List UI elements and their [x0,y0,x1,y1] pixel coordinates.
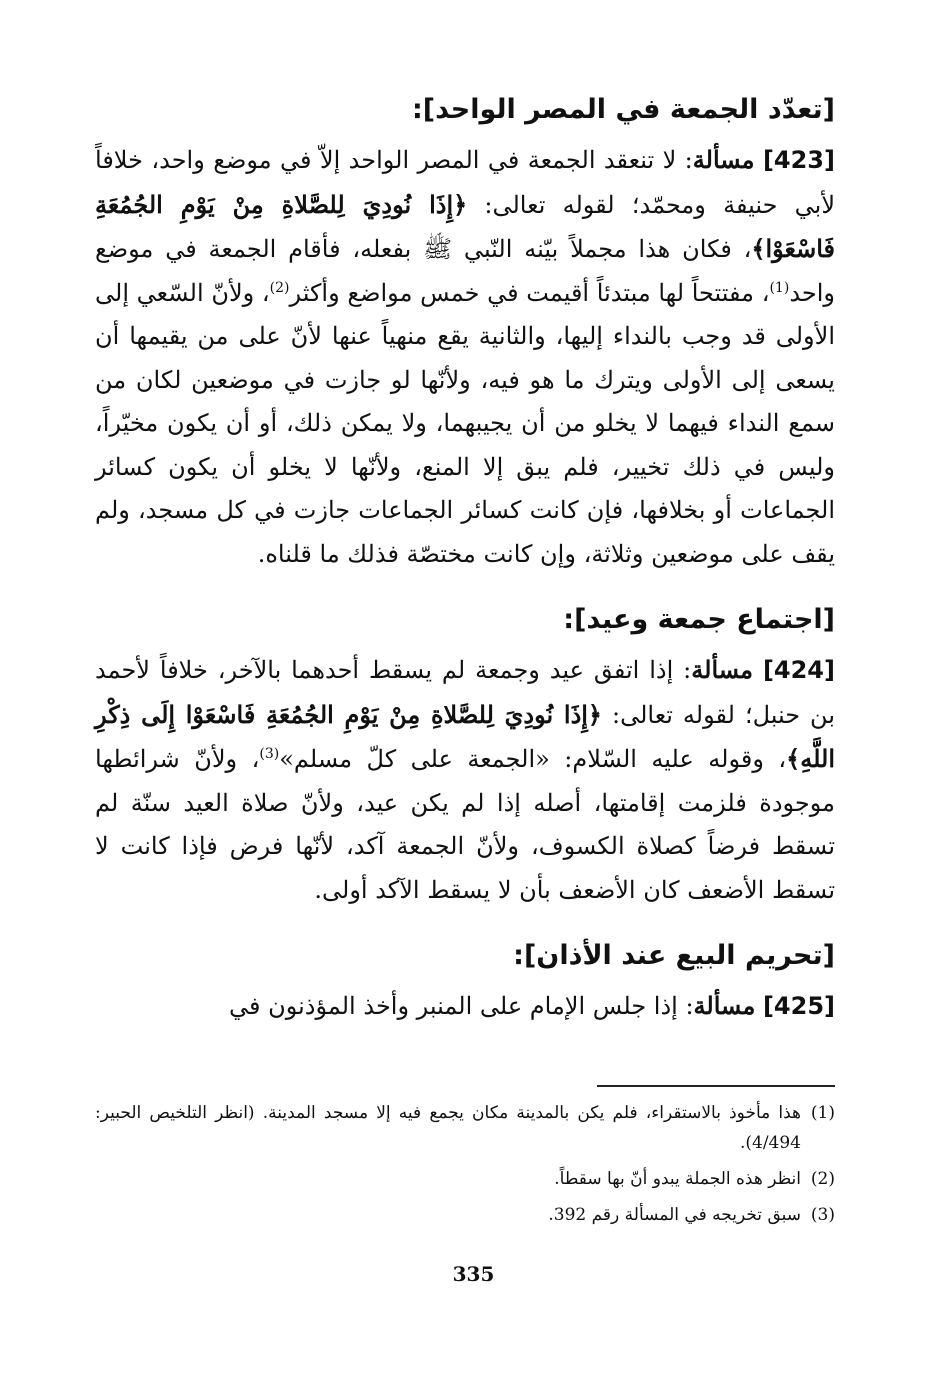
quran-quote: ﴿إِذَا نُودِيَ لِلصَّلاةِ مِنْ يَوْمِ الجُمُعَةِ فَاسْعَوْا إِلَى ذِكْرِ اللَّهِ﴾ [95,699,835,773]
text-segment: ، فكان هذا مجملاً بيّنه النّبي ﷺ بفعله، فأقام الجمعة في موضع واحد [95,235,836,307]
footnotes [95,1098,835,1236]
section-heading-424: [اجتماع جمعة وعيد]: [563,604,835,635]
text-segment: ، وقوله عليه السّلام: «الجمعة على كلّ مسلم» [279,745,787,773]
issue-number: [423] [762,146,835,174]
footnote-text: سبق تخريجه في المسألة رقم 392. [548,1205,801,1225]
page-number: 335 [452,1262,495,1286]
footnote-item [95,1098,835,1158]
footnote-ref[interactable]: (2) [269,279,290,296]
footnote-ref[interactable]: (1) [769,279,790,296]
text-segment: ، ولأنّ شرائطها موجودة فلزمت إقامتها، أصله إذا لم يكن عيد، ولأنّ صلاة العيد سنّة لم تسقط فرضاً كصلاة الكسوف، ولأنّ الجمعة آكد، لأنّها فرض فإذا كانت لا تسقط الأضعف كان الأضعف بأن لا يسقط الآكد أولى. [95,745,835,904]
text-segment: ، مفتتحاً لها مبتدئاً أقيمت في خمس مواضع وأكثر [289,278,770,307]
footnote-text: هذا مأخوذ بالاستقراء، فلم يكن بالمدينة مكان يجمع فيه إلا مسجد المدينة. (انظر التلخيص الحبير: 4/494). [95,1103,801,1153]
text-segment: : إذا اتفق عيد وجمعة لم يسقط أحدهما بالآخر، خلافاً لأحمد بن حنبل؛ لقوله تعالى: [95,656,835,729]
footnote-item [95,1200,835,1230]
paragraph-425 [95,984,835,1029]
main-text [95,88,835,1051]
text-segment: : إذا جلس الإمام على المنبر وأخذ المؤذنون في [228,992,694,1020]
footnote-number: (1) [810,1103,835,1123]
section-heading-425: [تحريم البيع عند الأذان]: [513,940,835,971]
paragraph-423 [95,138,835,576]
section-heading-423: [تعدّد الجمعة في المصر الواحد]: [412,94,835,125]
footnote-text: انظر هذه الجملة يبدو أنّ بها سقطاً. [554,1169,801,1189]
issue-number: [424] [762,656,835,684]
footnote-divider [597,1085,835,1087]
paragraph-424 [95,648,835,912]
footnote-number: (2) [810,1169,835,1189]
issue-label: مسألة [691,655,754,684]
text-segment: : لا تنعقد الجمعة في المصر الواحد إلاّ في موضع واحد، خلافاً لأبي حنيفة ومحمّد؛ لقوله تعالى: [95,146,836,219]
footnote-ref[interactable]: (3) [259,746,280,762]
footnote-item [95,1164,835,1194]
issue-number: [425] [762,992,835,1020]
quran-quote: ﴿إِذَا نُودِيَ لِلصَّلاةِ مِنْ يَوْمِ الجُمُعَةِ فَاسْعَوْا﴾ [95,189,835,263]
footnote-number: (3) [810,1205,835,1225]
issue-label: مسألة [692,145,755,174]
text-segment: ، ولأنّ السّعي إلى الأولى قد وجب بالنداء إليها، والثانية يقع منهياً عنها لأنّ على من يقيمها أن يسعى إلى الأولى ويترك ما هو فيه، ولأنّها لو جازت في موضعين لكان من سمع النداء فيهما لا يخلو من أن يجيبهما، ولا يمكن ذلك، أو أن يكون مخيّراً، وليس في ذلك تخيير، فلم يبق إلا المنع، ولأنّها لا يخلو أن يكون كسائر الجماعات أو بخلافها، فإن كانت كسائر الجماعات جازت في كل مسجد، ولم يقف على موضعين وثلاثة، وإن كانت مختصّة فذلك ما قلناه. [95,278,836,568]
issue-label: مسألة [693,991,756,1020]
